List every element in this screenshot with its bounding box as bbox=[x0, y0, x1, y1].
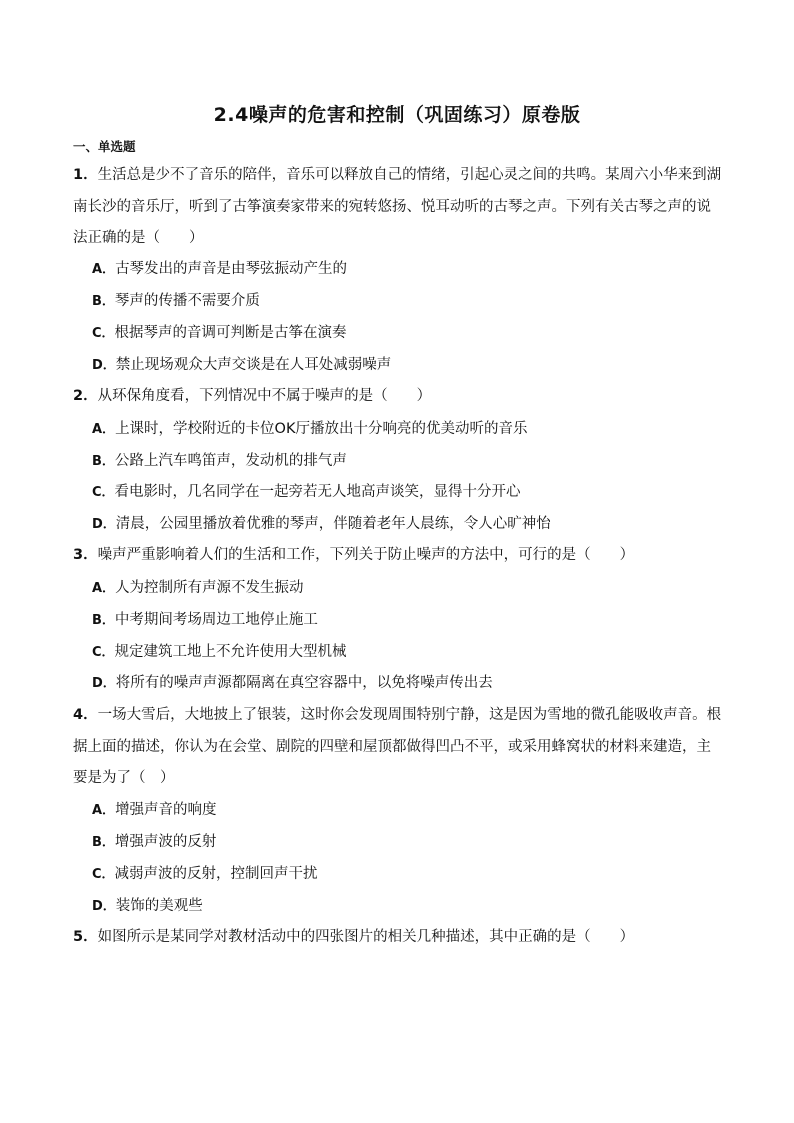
question-5 bbox=[73, 922, 723, 954]
option-text: 上课时，学校附近的卡位OK厅播放出十分响亮的优美动听的音乐 bbox=[115, 421, 528, 437]
option-3d bbox=[92, 673, 722, 694]
question-number: 2． bbox=[73, 388, 98, 404]
question-2 bbox=[73, 381, 723, 413]
option-2d bbox=[92, 514, 722, 535]
option-4c bbox=[92, 864, 722, 885]
option-3a bbox=[92, 578, 722, 599]
option-letter: D． bbox=[92, 899, 116, 914]
option-text: 人为控制所有声源不发生振动 bbox=[115, 580, 304, 596]
question-number: 5． bbox=[73, 929, 98, 945]
option-2c bbox=[92, 482, 722, 503]
option-letter: B． bbox=[92, 454, 115, 469]
option-letter: C． bbox=[92, 326, 115, 341]
option-letter: D． bbox=[92, 517, 116, 532]
question-text: 一场大雪后，大地披上了银装，这时你会发现周围特别宁静，这是因为雪地的微孔能吸收声音。根据上面的描述，你认为在会堂、剧院的四壁和屋顶都做得凹凸不平，或采用蜂窝状的材料来建造，主要是为了（ ） bbox=[73, 707, 722, 786]
option-text: 古琴发出的声音是由琴弦振动产生的 bbox=[115, 261, 348, 277]
option-4a bbox=[92, 800, 722, 821]
option-text: 公路上汽车鸣笛声，发动机的排气声 bbox=[114, 453, 347, 469]
option-letter: B． bbox=[92, 294, 115, 309]
question-text: 从环保角度看，下列情况中不属于噪声的是（ ） bbox=[97, 388, 432, 404]
option-text: 增强声音的响度 bbox=[115, 802, 217, 818]
option-3b bbox=[92, 610, 722, 631]
option-letter: A． bbox=[92, 581, 116, 596]
question-3 bbox=[73, 540, 723, 572]
option-4b bbox=[92, 832, 722, 853]
option-text: 装饰的美观些 bbox=[115, 898, 203, 914]
option-letter: C． bbox=[92, 867, 115, 882]
option-3c bbox=[92, 642, 722, 663]
option-2b bbox=[92, 451, 722, 472]
document-title: 2.4噪声的危害和控制（巩固练习）原卷版 bbox=[213, 104, 581, 126]
option-2a bbox=[92, 419, 722, 440]
option-4d bbox=[92, 896, 722, 917]
question-4 bbox=[73, 700, 723, 795]
option-letter: C． bbox=[92, 645, 115, 660]
option-text: 中考期间考场周边工地停止施工 bbox=[114, 612, 318, 628]
option-text: 规定建筑工地上不允许使用大型机械 bbox=[114, 644, 347, 660]
option-1d bbox=[92, 355, 722, 376]
option-text: 琴声的传播不需要介质 bbox=[114, 293, 260, 309]
option-text: 根据琴声的音调可判断是古筝在演奏 bbox=[114, 325, 347, 341]
question-number: 1． bbox=[73, 167, 98, 183]
option-text: 清晨，公园里播放着优雅的琴声，伴随着老年人晨练，令人心旷神怡 bbox=[115, 516, 551, 532]
option-letter: B． bbox=[92, 835, 115, 850]
option-text: 禁止现场观众大声交谈是在人耳处减弱噪声 bbox=[115, 357, 392, 373]
option-text: 增强声波的反射 bbox=[114, 834, 217, 850]
option-letter: A． bbox=[92, 803, 116, 818]
question-number: 3． bbox=[73, 547, 98, 563]
option-1a bbox=[92, 259, 722, 280]
option-letter: C． bbox=[92, 485, 115, 500]
question-text: 噪声严重影响着人们的生活和工作，下列关于防止噪声的方法中，可行的是（ ） bbox=[97, 547, 635, 563]
option-letter: D． bbox=[92, 358, 116, 373]
option-text: 减弱声波的反射，控制回声干扰 bbox=[114, 866, 318, 882]
option-letter: D． bbox=[92, 676, 116, 691]
question-number: 4． bbox=[73, 707, 98, 723]
option-text: 将所有的噪声声源都隔离在真空容器中，以免将噪声传出去 bbox=[115, 675, 493, 691]
option-letter: A． bbox=[92, 262, 116, 277]
section-heading: 一、单选题 bbox=[73, 139, 136, 154]
question-text: 生活总是少不了音乐的陪伴，音乐可以释放自己的情绪，引起心灵之间的共鸣。某周六小华来到湖南长沙的音乐厅，听到了古筝演奏家带来的宛转悠扬、悦耳动听的古琴之声。下列有关古琴之声的说法正确的是（ ） bbox=[73, 167, 722, 246]
question-1 bbox=[73, 160, 723, 255]
option-1b bbox=[92, 291, 722, 312]
option-letter: B． bbox=[92, 613, 115, 628]
question-text: 如图所示是某同学对教材活动中的四张图片的相关几种描述，其中正确的是（ ） bbox=[97, 929, 635, 945]
option-letter: A． bbox=[92, 422, 116, 437]
option-1c bbox=[92, 323, 722, 344]
option-text: 看电影时，几名同学在一起旁若无人地高声谈笑，显得十分开心 bbox=[114, 484, 521, 500]
